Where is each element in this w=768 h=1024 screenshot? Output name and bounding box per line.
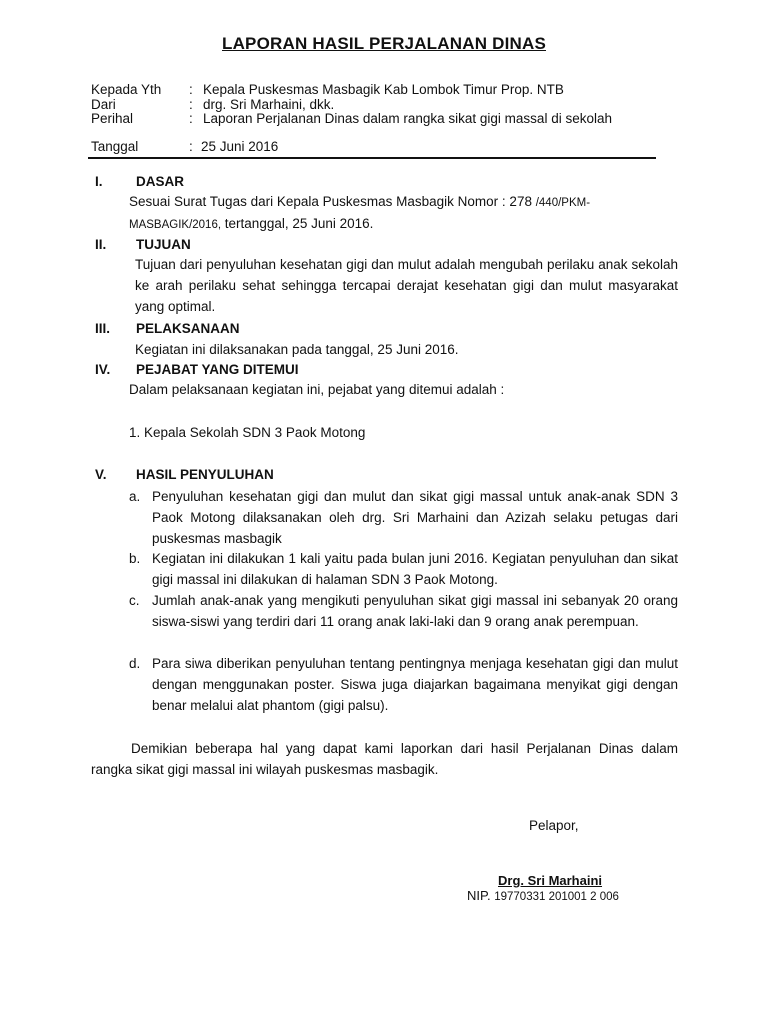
header-perihal-value: Laporan Perjalanan Dinas dalam rangka sikat gigi massal di sekolah xyxy=(203,111,612,126)
section-pelaksanaan-text: Kegiatan ini dilaksanakan pada tanggal, 25 Juni 2016. xyxy=(135,342,459,357)
section-pejabat-number: IV. xyxy=(95,362,111,377)
header-tanggal xyxy=(91,139,671,155)
hasil-item-d-text: Para siwa diberikan penyuluhan tentang pentingnya menjaga kesehatan gigi dan mulut dengan menggunakan poster. Siswa juga diajarkan bagaimana menyikat gigi dengan benar melalui alat phantom (gigi palsu). xyxy=(152,656,678,713)
section-dasar-text xyxy=(129,192,678,236)
header-kepada xyxy=(91,82,671,98)
hasil-item-b-letter: b. xyxy=(129,551,141,566)
hasil-item-c-text: Jumlah anak-anak yang mengikuti penyuluhan sikat gigi massal ini sebanyak 20 orang siswa-siswi yang terdiri dari 11 orang anak laki-laki dan 9 orang anak perempuan. xyxy=(152,593,678,629)
dasar-line2-text: tertanggal, 25 Juni 2016. xyxy=(221,215,374,231)
section-pejabat-item: 1. Kepala Sekolah SDN 3 Paok Motong xyxy=(129,425,366,440)
header-tanggal-label: Tanggal xyxy=(91,139,139,154)
signature-nip xyxy=(467,888,619,903)
header-divider xyxy=(88,157,656,159)
signature-nip-label: NIP. xyxy=(467,888,495,903)
closing-paragraph: Demikian beberapa hal yang dapat kami laporkan dari hasil Perjalanan Dinas dalam rangka sikat gigi massal ini wilayah puskesmas masbagik. xyxy=(91,741,678,777)
section-hasil-number: V. xyxy=(95,467,107,482)
header-tanggal-value: 25 Juni 2016 xyxy=(201,139,279,154)
header-dari-colon: : xyxy=(189,97,193,112)
header-kepada-label: Kepada Yth xyxy=(91,82,162,97)
section-tujuan-title: TUJUAN xyxy=(136,237,191,252)
signature-nip-number: 19770331 201001 2 006 xyxy=(494,891,619,903)
header-kepada-colon: : xyxy=(189,82,193,97)
section-dasar-title: DASAR xyxy=(136,174,185,189)
dasar-line2-number: MASBAGIK/2016, xyxy=(129,218,222,231)
header-dari-label: Dari xyxy=(91,97,116,112)
section-hasil-title: HASIL PENYULUHAN xyxy=(136,467,274,482)
section-tujuan-number: II. xyxy=(95,237,107,252)
header-perihal-label: Perihal xyxy=(91,111,134,126)
signature-name: Drg. Sri Marhaini xyxy=(498,873,603,888)
section-pelaksanaan-number: III. xyxy=(95,321,111,336)
hasil-item-a-text: Penyuluhan kesehatan gigi dan mulut dan sikat gigi massal untuk anak-anak SDN 3 Paok Motong dilaksanakan oleh drg. Sri Marhaini dan Azizah selaku petugas dari puskesmas masbagik xyxy=(152,489,678,546)
header-perihal xyxy=(91,111,671,127)
section-tujuan-text: Tujuan dari penyuluhan kesehatan gigi dan mulut adalah mengubah perilaku anak sekolah ke arah perilaku sehat sehingga tercapai derajat kesehatan gigi dan mulut masyarakat yang optimal. xyxy=(135,257,678,314)
header-tanggal-colon: : xyxy=(189,139,193,154)
hasil-item-d-letter: d. xyxy=(129,656,141,671)
header-dari-value: drg. Sri Marhaini, dkk. xyxy=(203,97,335,112)
dasar-line1-number: /440/PKM- xyxy=(535,197,591,209)
dasar-line1-text: Sesuai Surat Tugas dari Kepala Puskesmas Masbagik Nomor : 278 xyxy=(129,194,536,209)
document-title: LAPORAN HASIL PERJALANAN DINAS xyxy=(222,34,546,53)
hasil-item-c-letter: c. xyxy=(129,593,140,608)
signature-role: Pelapor, xyxy=(529,818,579,833)
header-perihal-colon: : xyxy=(189,111,193,126)
header-kepada-value: Kepala Puskesmas Masbagik Kab Lombok Timur Prop. NTB xyxy=(203,82,564,97)
section-pejabat-title: PEJABAT YANG DITEMUI xyxy=(136,362,299,377)
section-pelaksanaan-title: PELAKSANAAN xyxy=(136,321,240,336)
hasil-item-a-letter: a. xyxy=(129,489,141,504)
section-pejabat-intro: Dalam pelaksanaan kegiatan ini, pejabat yang ditemui adalah : xyxy=(129,382,505,397)
section-dasar-number: I. xyxy=(95,174,103,189)
hasil-item-b-text: Kegiatan ini dilakukan 1 kali yaitu pada bulan juni 2016. Kegiatan penyuluhan dan sikat gigi massal ini dilakukan di halaman SDN 3 Paok Motong. xyxy=(152,551,678,587)
